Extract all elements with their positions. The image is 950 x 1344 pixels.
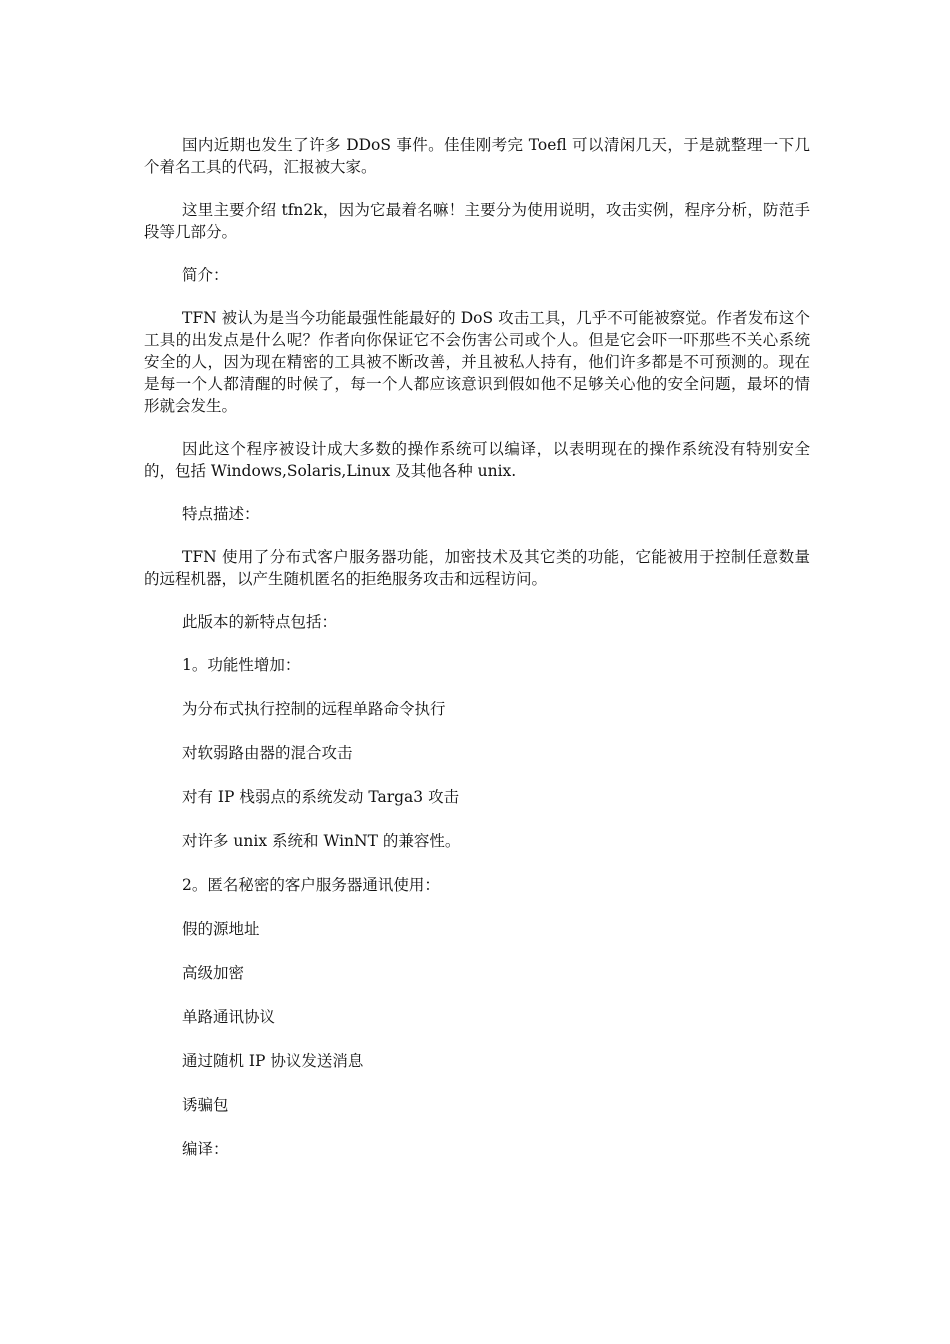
list-item: 单路通讯协议: [182, 1008, 276, 1026]
list-item: 为分布式执行控制的远程单路命令执行: [182, 700, 446, 718]
list-item: 通过随机 IP 协议发送消息: [182, 1052, 364, 1070]
list-item: 对软弱路由器的混合攻击: [182, 744, 353, 762]
heading-features: 特点描述：: [182, 505, 260, 523]
list-item: 1。功能性增加：: [182, 656, 301, 674]
paragraph-features: TFN 使用了分布式客户服务器功能，加密技术及其它类的功能，它能被用于控制任意数量的远程机器，以产生随机匿名的拒绝服务攻击和远程访问。: [144, 548, 810, 588]
list-item: 编译：: [182, 1140, 229, 1158]
paragraph-new-features: 此版本的新特点包括：: [182, 613, 338, 631]
list-item: 诱骗包: [182, 1096, 229, 1114]
paragraph-overview: 这里主要介绍 tfn2k，因为它最着名嘛！主要分为使用说明，攻击实例，程序分析，防范手段等几部分。: [144, 201, 810, 241]
list-item: 高级加密: [182, 964, 245, 982]
document-page: [144, 134, 810, 1182]
paragraph-os-compat: 因此这个程序被设计成大多数的操作系统可以编译，以表明现在的操作系统没有特别安全的，包括 Windows,Solaris,Linux 及其他各种 unix.: [144, 440, 810, 480]
heading-introduction: 简介：: [182, 266, 229, 284]
list-item: 假的源地址: [182, 920, 260, 938]
list-item: 对有 IP 栈弱点的系统发动 Targa3 攻击: [182, 788, 460, 806]
list-item: 对许多 unix 系统和 WinNT 的兼容性。: [182, 832, 461, 850]
list-item: 2。匿名秘密的客户服务器通讯使用：: [182, 876, 440, 894]
paragraph-intro: 国内近期也发生了许多 DDoS 事件。佳佳刚考完 Toefl 可以清闲几天，于是就整理一下几个着名工具的代码，汇报被大家。: [144, 136, 810, 176]
paragraph-tfn-description: TFN 被认为是当今功能最强性能最好的 DoS 攻击工具，几乎不可能被察觉。作者发布这个工具的出发点是什么呢？作者向你保证它不会伤害公司或个人。但是它会吓一吓那些不关心系统安全的人，因为现在精密的工具被不断改善，并且被私人持有，他们许多都是不可预测的。现在是每一个人都清醒的时候了，每一个人都应该意识到假如他不足够关心他的安全问题，最坏的情形就会发生。: [144, 309, 810, 415]
